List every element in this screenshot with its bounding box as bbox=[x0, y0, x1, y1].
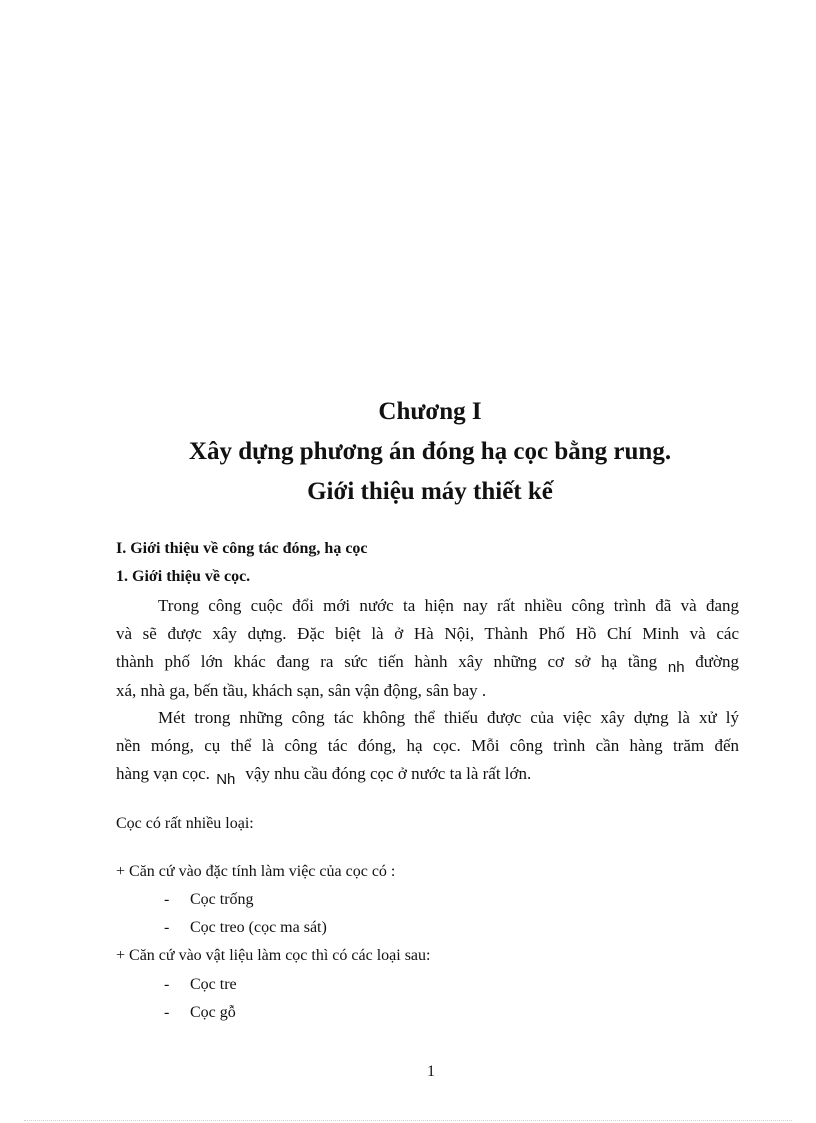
chapter-subtitle-2: Giới thiệu máy thiết kế bbox=[307, 478, 553, 505]
list-item: Cọc gỗ bbox=[190, 1004, 236, 1021]
paragraph-1-line-1: Trong công cuộc đổi mới nước ta hiện nay rất nhiều công trình đã và đang bbox=[158, 596, 739, 615]
paragraph-1-line-3 bbox=[116, 648, 739, 677]
paragraph-1-line-4: xá, nhà ga, bến tầu, khách sạn, sân vận động, sân bay . bbox=[116, 681, 487, 700]
paragraph-2-line-1: Mét trong những công tác không thể thiếu được của việc xây dựng là xử lý bbox=[158, 708, 739, 727]
paragraph-1-line-2: và sẽ được xây dựng. Đặc biệt là ở Hà Nội, Thành Phố Hồ Chí Minh và các bbox=[116, 624, 739, 643]
chapter-subtitle-1: Xây dựng phương án đóng hạ cọc bằng rung. bbox=[188, 438, 672, 465]
types-intro: Cọc có rất nhiều loại: bbox=[116, 815, 254, 832]
subsection-heading: 1. Giới thiệu về cọc. bbox=[116, 568, 251, 585]
paragraph-1 bbox=[116, 592, 739, 705]
list-item: Cọc treo (cọc ma sát) bbox=[190, 919, 327, 936]
paragraph-2-line-2: nền móng, cụ thể là công tác đóng, hạ cọc. Mỗi công trình cần hàng trăm đến bbox=[116, 736, 739, 755]
paragraph-2 bbox=[116, 704, 739, 789]
chapter-title: Chương I bbox=[378, 398, 482, 425]
bullet-dash: - bbox=[164, 1004, 170, 1021]
page-bottom-divider bbox=[24, 1120, 792, 1121]
bullet-dash: - bbox=[164, 891, 170, 908]
paragraph-2-line-3-end: vậy nhu cầu đóng cọc ở nước ta là rất lớn. bbox=[245, 764, 532, 783]
bullet-dash: - bbox=[164, 919, 170, 936]
criteria-2: + Căn cứ vào vật liệu làm cọc thì có các loại sau: bbox=[116, 947, 431, 964]
list-item: Cọc trống bbox=[190, 891, 254, 908]
paragraph-1-line-3-start: thành phố lớn khác đang ra sức tiến hành xây những cơ sở hạ tầng bbox=[116, 652, 658, 671]
list-item: Cọc tre bbox=[190, 976, 237, 993]
bullet-dash: - bbox=[164, 976, 170, 993]
paragraph-2-line-3-start: hàng vạn cọc. bbox=[116, 764, 210, 783]
paragraph-1-line-3-end: đường bbox=[695, 652, 740, 671]
criteria-1: + Căn cứ vào đặc tính làm việc của cọc có : bbox=[116, 863, 396, 880]
section-heading: I. Giới thiệu về công tác đóng, hạ cọc bbox=[116, 540, 368, 557]
page-number: 1 bbox=[427, 1063, 435, 1080]
paragraph-2-line-3 bbox=[116, 760, 739, 789]
paragraph-2-fragment: Nh bbox=[216, 771, 236, 788]
paragraph-1-fragment: nh bbox=[667, 659, 685, 676]
